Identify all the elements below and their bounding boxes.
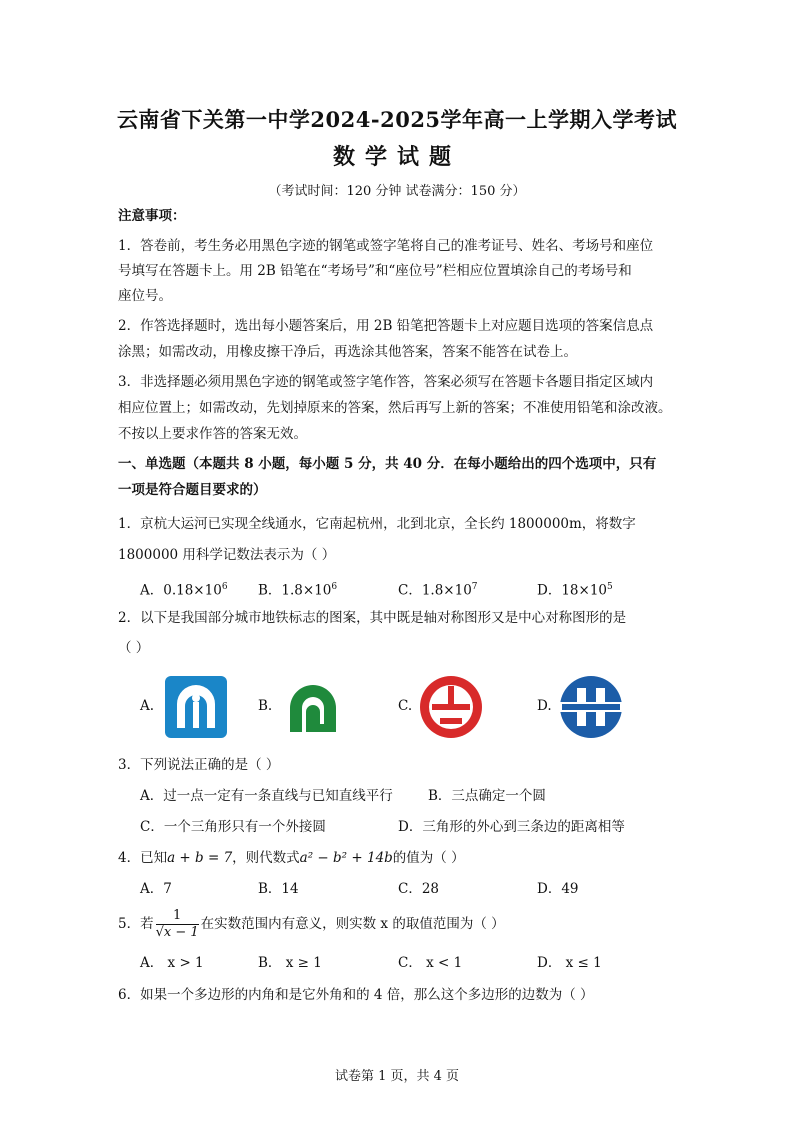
note-1-line-2: 号填写在答题卡上。用 2B 铅笔在“考场号”和“座位号”栏相应位置填涂自己的考场号和	[118, 263, 632, 279]
note-2-line-1: 2．作答选择题时，选出每小题答案后，用 2B 铅笔把答题卡上对应题目选项的答案信息点	[118, 318, 654, 334]
exam-info: （考试时间：120 分钟 试卷满分：150 分）	[268, 184, 526, 199]
q3-stem: 3．下列说法正确的是（ ）	[118, 757, 280, 773]
exam-title: 云南省下关第一中学2024-2025学年高一上学期入学考试	[116, 107, 678, 132]
q3-option-d: D．三角形的外心到三条边的距离相等	[398, 819, 625, 835]
note-3-line-1: 3．非选择题必须用黑色字迹的钢笔或签字笔作答，答案必须写在答题卡各题目指定区域内	[118, 374, 654, 390]
q2-option-d-label: D.	[537, 698, 552, 714]
q1-option-b: B．$1.8\times 10^6$	[258, 582, 338, 599]
q2-option-b-label: B.	[258, 698, 273, 714]
q5-option-a: A． x > 1	[140, 955, 204, 971]
q5-option-d: D． x ≤ 1	[537, 955, 602, 971]
note-3-line-2: 相应位置上；如需改动，先划掉原来的答案，然后再写上新的答案；不准使用铅笔和涂改液。	[118, 400, 672, 416]
subway-logo-d-icon	[558, 674, 624, 740]
q1-option-c: C．$1.8\times 10^7$	[398, 582, 478, 599]
q5-fraction: $\frac{1}{√x - 1}$	[155, 908, 199, 940]
section-1-line-1: 一、单选题（本题共 8 小题，每小题 5 分，共 40 分．在每小题给出的四个选项中，只有	[118, 456, 657, 472]
q5-option-b: B． x ≥ 1	[258, 955, 322, 971]
note-3-line-3: 不按以上要求作答的答案无效。	[118, 426, 307, 442]
subway-logo-b-icon	[280, 674, 346, 740]
q1-stem-line-1: 1．京杭大运河已实现全线通水，它南起杭州，北到北京，全长约 1800000m，将数字	[118, 516, 636, 532]
section-1-line-2: 一项是符合题目要求的）	[118, 482, 267, 498]
q1-option-a: A．$0.18\times 10^6$	[140, 582, 228, 599]
q4-condition: a + b = 7	[167, 850, 233, 866]
note-1-line-1: 1．答卷前，考生务必用黑色字迹的钢笔或签字笔将自己的准考证号、姓名、考场号和座位	[118, 238, 654, 254]
q2-stem-line-1: 2．以下是我国部分城市地铁标志的图案，其中既是轴对称图形又是中心对称图形的是	[118, 610, 627, 626]
q3-option-a: A．过一点一定有一条直线与已知直线平行	[140, 788, 393, 804]
q4-option-b: B．14	[258, 881, 299, 897]
q5-option-c: C． x < 1	[398, 955, 463, 971]
subway-logo-a-icon	[163, 674, 229, 740]
q2-stem-line-2: （ ）	[118, 640, 150, 656]
q2-option-c-label: C.	[398, 698, 413, 714]
notes-heading: 注意事项：	[118, 208, 186, 224]
q3-option-c: C．一个三角形只有一个外接圆	[140, 819, 326, 835]
note-2-line-2: 涂黑；如需改动，用橡皮擦干净后，再选涂其他答案，答案不能答在试卷上。	[118, 344, 577, 360]
note-1-line-3: 座位号。	[118, 288, 172, 304]
q6-stem: 6．如果一个多边形的内角和是它外角和的 4 倍，那么这个多边形的边数为（ ）	[118, 987, 594, 1003]
q4-option-c: C．28	[398, 881, 440, 897]
q4-stem: 4．已知a + b = 7，则代数式a² − b² + 14b的值为（ ）	[118, 850, 465, 866]
q4-option-d: D．49	[537, 881, 579, 897]
q3-option-b: B．三点确定一个圆	[428, 788, 546, 804]
subway-logo-c-icon	[418, 674, 484, 740]
q5-stem: 5．若 $\frac{1}{√x - 1}$ 在实数范围内有意义，则实数 x 的取值范围为（ ）	[118, 908, 505, 940]
q1-stem-line-2: 1800000 用科学记数法表示为（ ）	[118, 547, 336, 563]
q1-option-d: D．$18\times 10^5$	[537, 582, 613, 599]
page-footer: 试卷第 1 页，共 4 页	[334, 1069, 460, 1084]
q4-expression: a² − b² + 14b	[299, 850, 393, 866]
q2-option-a-label: A.	[140, 698, 155, 714]
subject-title: 数学试题	[332, 144, 461, 170]
q4-option-a: A．7	[140, 881, 172, 897]
